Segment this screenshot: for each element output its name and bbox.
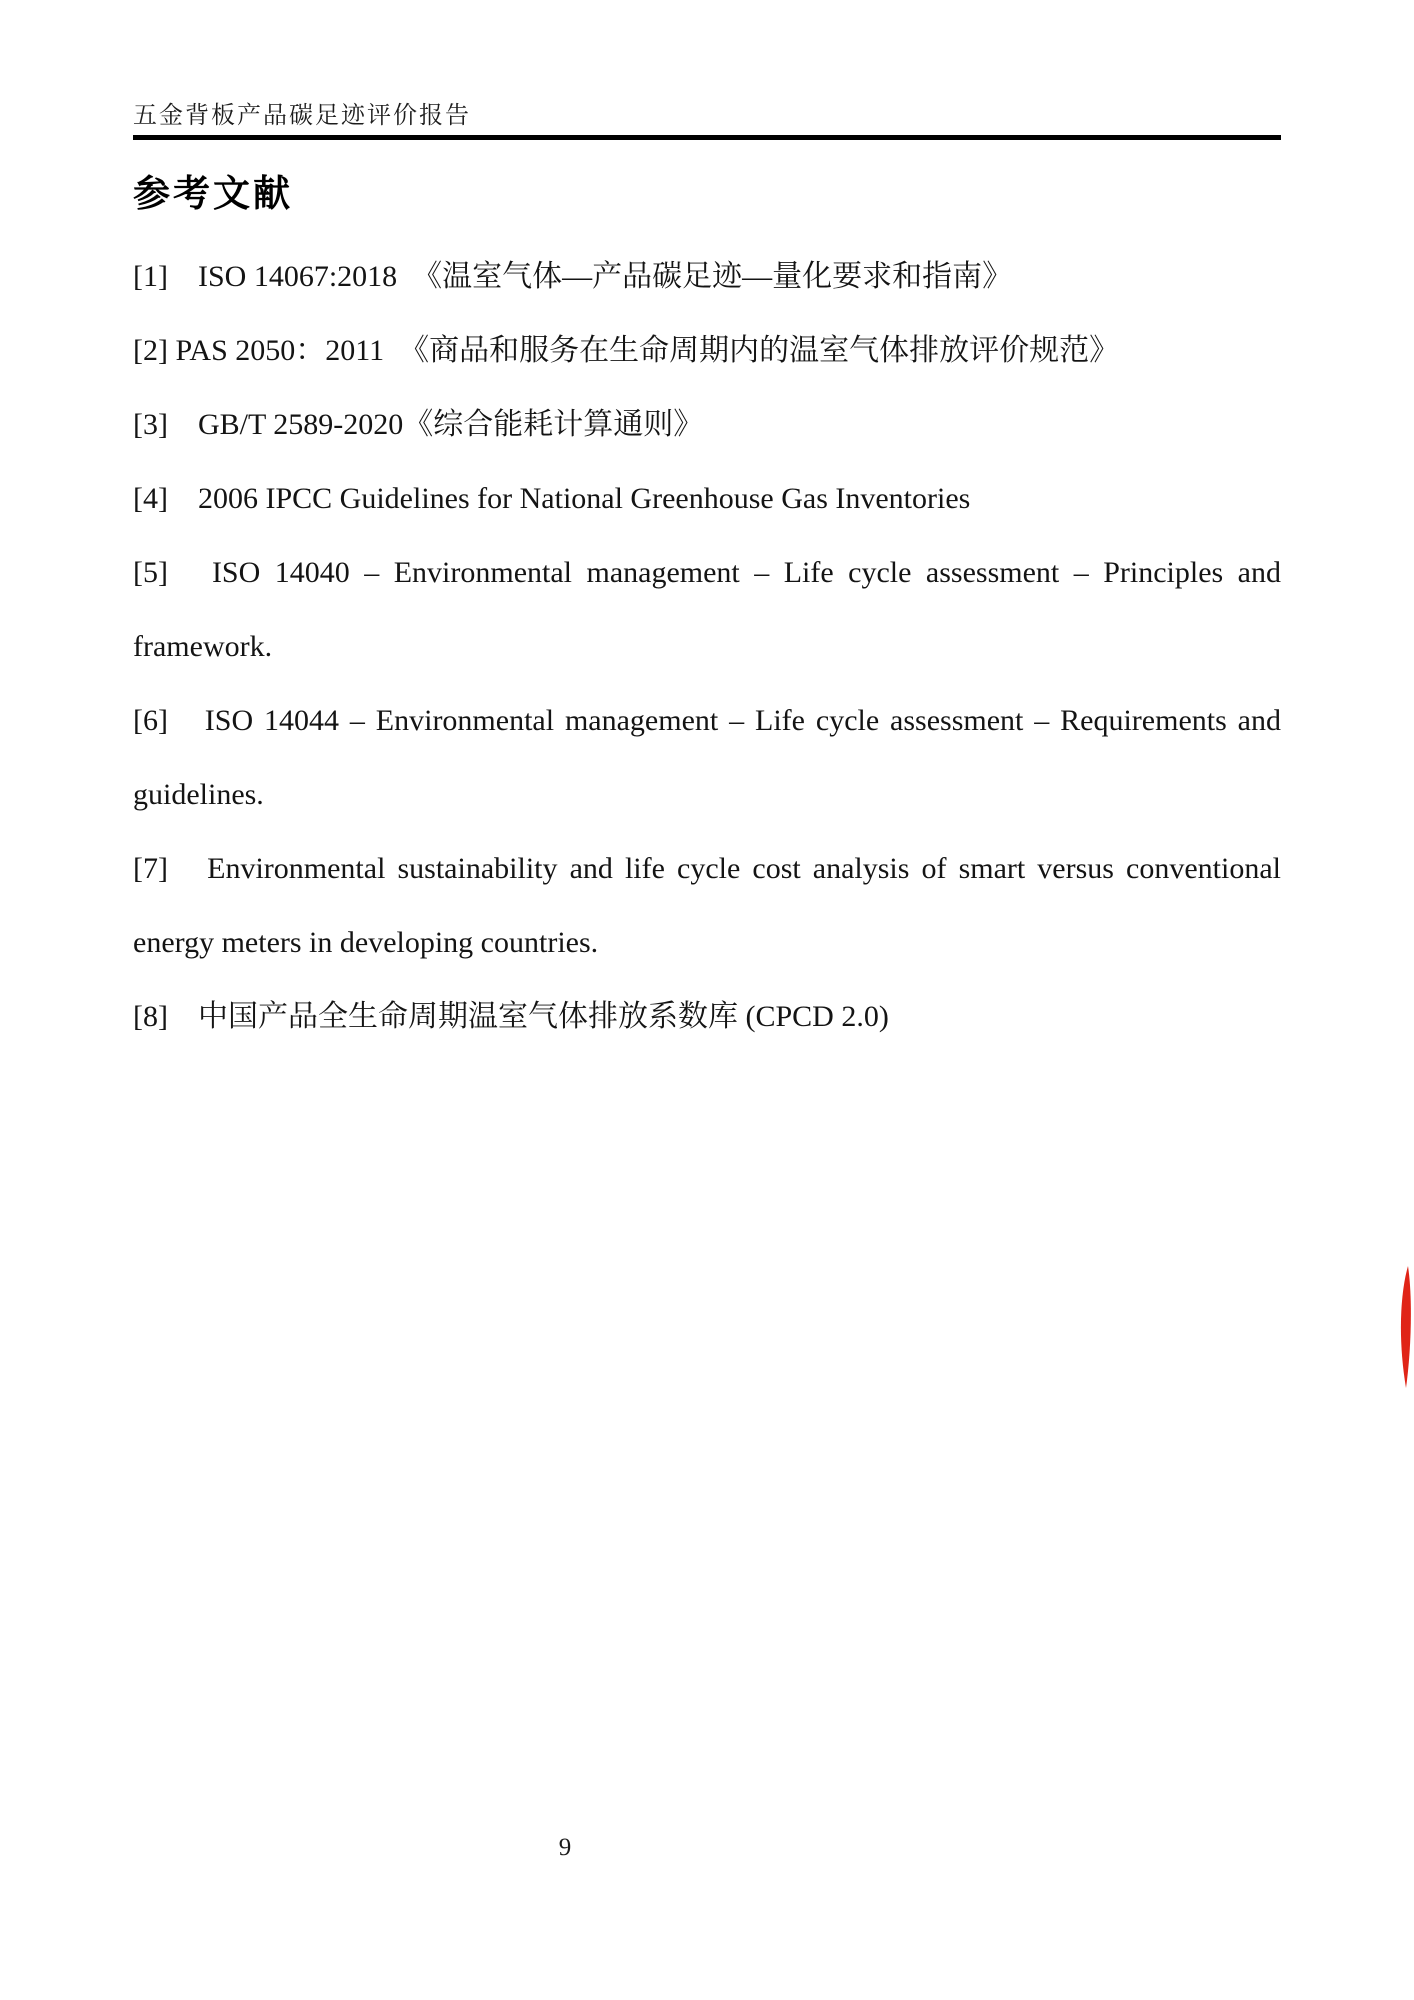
- reference-item-7: [7] Environmental sustainability and life cycle cost analysis of smart versus conventional energy meters in developing countries.: [133, 852, 1281, 959]
- reference-item-5: [5] ISO 14040 – Environmental management – Life cycle assessment – Principles and framework.: [133, 556, 1281, 663]
- reference-item-4: [4] 2006 IPCC Guidelines for National Greenhouse Gas Inventories: [133, 482, 971, 515]
- red-crescent-icon: [1398, 1266, 1414, 1388]
- reference-item-1: [1] ISO 14067:2018 《温室气体—产品碳足迹—量化要求和指南》: [133, 260, 1013, 293]
- reference-item-2: [2] PAS 2050：2011 《商品和服务在生命周期内的温室气体排放评价规范》: [133, 334, 1120, 367]
- reference-item-3: [3] GB/T 2589-2020《综合能耗计算通则》: [133, 408, 704, 441]
- references-list: [133, 240, 1281, 1054]
- red-crescent-shape: [1401, 1266, 1411, 1388]
- page-number: 9: [558, 1834, 572, 1861]
- running-header: [133, 95, 471, 130]
- reference-item-6: [6] ISO 14044 – Environmental management – Life cycle assessment – Requirements and guidelines.: [133, 704, 1281, 811]
- section-title: 参考文献: [133, 172, 293, 215]
- reference-item-8: [8] 中国产品全生命周期温室气体排放系数库 (CPCD 2.0): [133, 1000, 889, 1033]
- header-rule-divider: [133, 135, 1281, 140]
- running-header-text: 五金背板产品碳足迹评价报告: [133, 103, 471, 129]
